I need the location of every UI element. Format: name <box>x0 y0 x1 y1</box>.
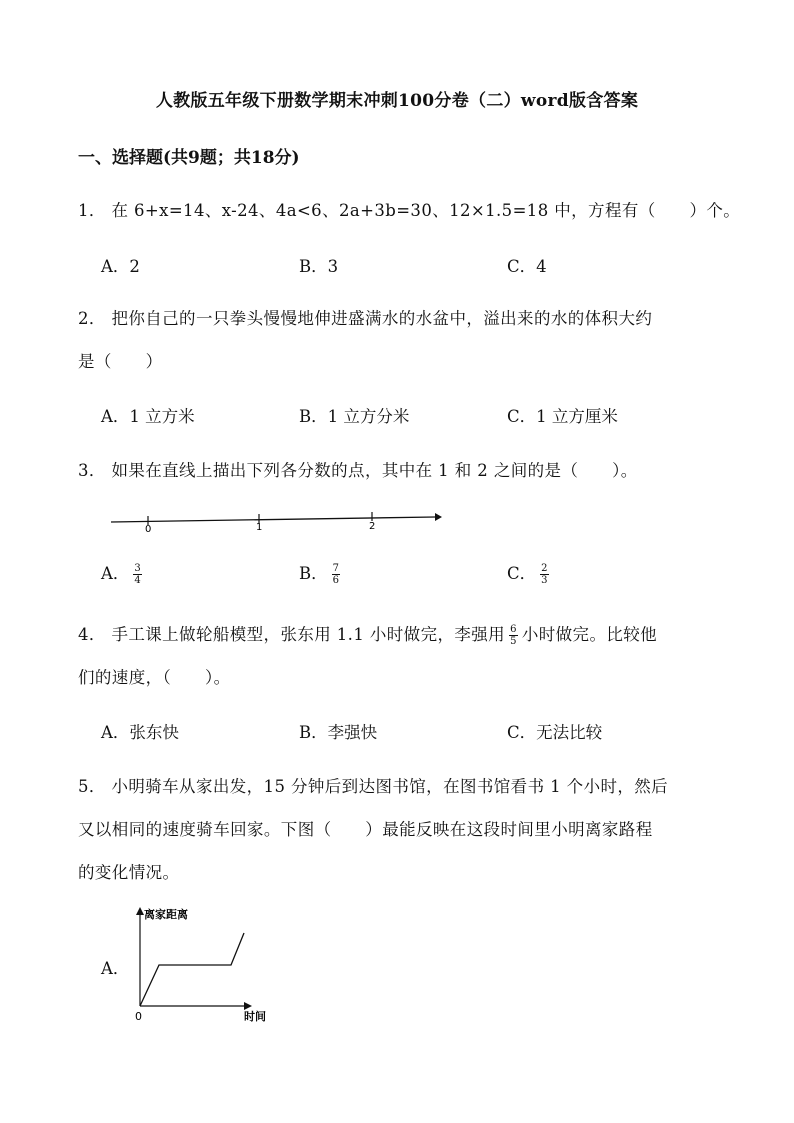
graph-x-label: 时间 <box>244 1010 266 1023</box>
distance-time-graph <box>128 903 278 1025</box>
question-1-option-a: A．2 <box>101 257 140 276</box>
graph-distance-line <box>140 933 244 1006</box>
section-heading: 一、选择题(共9题；共18分) <box>78 148 300 168</box>
option-b-label: B． <box>299 564 328 583</box>
question-5-option-a-label: A． <box>101 959 130 978</box>
option-a-fraction: $\frac{3}{4}$ <box>134 563 141 586</box>
question-2-option-a: A．1 立方米 <box>101 407 195 426</box>
number-line-label-0: 0 <box>145 524 152 535</box>
question-4-option-a: A．张东快 <box>101 723 179 742</box>
question-1-option-c: C．4 <box>507 257 547 276</box>
question-5-stem-line2: 又以相同的速度骑车回家。下图（ ）最能反映在这段时间里小明离家路程 <box>78 820 653 839</box>
question-4-fraction: $\frac{6}{5}$ <box>510 624 517 647</box>
question-5-stem-line3: 的变化情况。 <box>78 863 180 882</box>
question-2-option-b: B．1 立方分米 <box>299 407 410 426</box>
graph-origin-label: 0 <box>135 1010 142 1023</box>
question-5-stem-line1: 5． 小明骑车从家出发，15 分钟后到达图书馆，在图书馆看书 1 个小时，然后 <box>78 777 669 796</box>
question-2-stem-line2: 是（ ） <box>78 352 163 371</box>
question-1-option-b: B．3 <box>299 257 339 276</box>
question-3-option-c <box>507 560 553 586</box>
question-4-option-b: B．李强快 <box>299 723 378 742</box>
question-3-option-a <box>101 560 146 586</box>
question-4-stem-line2: 们的速度，（ ）。 <box>78 668 231 687</box>
number-line-label-2: 2 <box>369 521 376 532</box>
number-line-figure <box>105 505 445 535</box>
question-3-stem: 3． 如果在直线上描出下列各分数的点，其中在 1 和 2 之间的是（ ）。 <box>78 461 638 480</box>
question-3-option-b <box>299 560 344 586</box>
graph-x-arrow <box>244 1002 252 1010</box>
question-2-option-c: C．1 立方厘米 <box>507 407 618 426</box>
graph-y-label: 离家距离 <box>144 908 188 921</box>
question-4-stem-line1: 4． 手工课上做轮船模型，张东用 1.1 小时做完，李强用 $\frac{6}{5}$ 小时做完。比较他 <box>78 624 658 647</box>
question-4-option-c: C．无法比较 <box>507 723 603 742</box>
option-b-fraction: $\frac{7}{6}$ <box>332 563 340 586</box>
number-line-label-1: 1 <box>256 522 263 533</box>
graph-y-arrow <box>136 907 144 915</box>
question-2-stem-line1: 2． 把你自己的一只拳头慢慢地伸进盛满水的水盆中，溢出来的水的体积大约 <box>78 309 653 328</box>
number-line-axis <box>111 517 435 522</box>
option-c-label: C． <box>507 564 537 583</box>
number-line-arrow <box>435 513 442 521</box>
option-c-fraction: $\frac{2}{3}$ <box>541 563 548 586</box>
question-1-stem: 1． 在 6+x=14、x-24、4a<6、2a+3b=30、12×1.5=18 中，方程有（ ）个。 <box>78 201 741 220</box>
option-a-label: A． <box>101 564 130 583</box>
document-title: 人教版五年级下册数学期末冲刺100分卷（二）word版含答案 <box>155 91 639 111</box>
